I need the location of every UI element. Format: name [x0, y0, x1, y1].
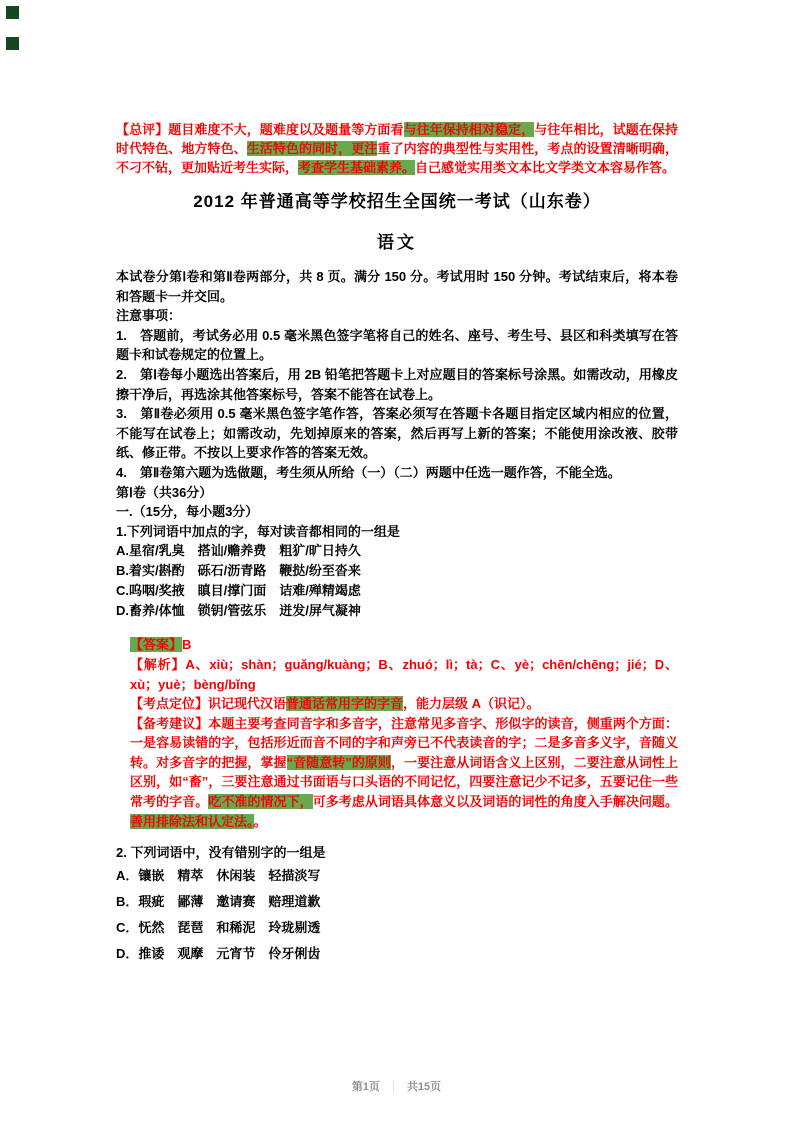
question2-stem: 2. 下列词语中，没有错别字的一组是 [116, 845, 326, 861]
question1-option-a: A.星宿/乳臭 搭讪/赡养费 粗犷/旷日持久 [116, 543, 361, 559]
intro-paragraph: 本试卷分第Ⅰ卷和第Ⅱ卷两部分，共 8 页。满分 150 分。考试用时 150 分钟。考试结束后，将本卷和答题卡一并交回。 [116, 269, 678, 304]
page-footer [0, 1078, 793, 1094]
question2-option-a: A．镶嵌 精萃 休闲装 轻描淡写 [116, 867, 321, 883]
exam-point-line: 【考点定位】识记现代汉语普通话常用字的字音，能力层级 A（识记）。 [130, 696, 540, 712]
footer-page-number: 第1页 [351, 1081, 380, 1093]
notice-heading: 注意事项： [116, 308, 182, 324]
corner-marker-icon [6, 37, 19, 50]
answer-line: 【答案】B [130, 637, 192, 653]
question1-option-c: C.呜咽/奖掖 瞋目/撑门面 诘难/殚精竭虑 [116, 583, 361, 599]
notice-item-1: 1. 答题前，考试务必用 0.5 毫米黑色签字笔将自己的姓名、座号、考生号、县区和科类填写在答题卡和试卷规定的位置上。 [116, 327, 678, 363]
section-volume1-heading: 第Ⅰ卷（共36分） [116, 484, 213, 500]
notice-item-3: 3. 第Ⅱ卷必须用 0.5 毫米黑色签字笔作答，答案必须写在答题卡各题目指定区域内相应的位置，不能写在试卷上；如需改动，先划掉原来的答案，然后再写上新的答案；不能使用涂改液、胶带纸、修正带。不按以上要求作答的答案无效。 [116, 406, 678, 461]
analysis-line: 【解析】A、xiù；shàn；guǎng/kuàng；B、zhuó；lì；tà；C、yè；chēn/chēng；jié；D、xù；yuè；bèng/bǐng [130, 656, 678, 692]
answer-analysis-block [130, 635, 678, 831]
question2-option-b: B．瑕疵 鄙薄 邀请赛 赔理道歉 [116, 893, 321, 909]
footer-total-pages: 共15页 [406, 1081, 442, 1093]
overall-review-comment: 【总评】题目难度不大，题难度以及题量等方面看与往年保持相对稳定，与往年相比，试题在保持时代特色、地方特色、生活特色的同时，更注重了内容的典型性与实用性，考点的设置清晰明确，不刁不钻，更加贴近考生实际，考查学生基础素养。自己感觉实用类文本比文学类文本容易作答。 [116, 122, 678, 175]
question1-stem: 1.下列词语中加点的字，每对读音都相同的一组是 [116, 523, 400, 539]
document-content [116, 120, 678, 967]
prep-advice-paragraph: 【备考建议】本题主要考查同音字和多音字，注意常见多音字、形似字的读音，侧重两个方面：一是容易读错的字，包括形近而音不同的字和声旁已不代表读音的字；二是多音多义字，音随义转。对多音字的把握，掌握“音随意转”的原则，一要注意从词语含义上区别，二要注意从词性上区别，如“畜”，三要注意通过书面语与口头语的不同记忆，四要注意记少不记多，五要记住一些常考的字音。吃不准的情况下，可多考虑从词语具体意义以及词语的词性的角度入手解决问题。善用排除法和认定法。。 [130, 715, 678, 829]
question1-option-b: B.着实/斟酌 砾石/沥青路 鞭挞/纷至沓来 [116, 563, 361, 579]
exam-title: 2012 年普通高等学校招生全国统一考试（山东卷） [193, 192, 601, 211]
subject-title: 语文 [377, 233, 417, 252]
question1-option-d: D.畜养/体恤 锁钥/管弦乐 迸发/屏气凝神 [116, 603, 361, 619]
question2-option-d: D．推诿 观摩 元宵节 伶牙俐齿 [116, 945, 321, 961]
footer-separator: ｜ [387, 1081, 399, 1093]
section-part1-heading: 一.（15分，每小题3分） [116, 504, 259, 520]
notice-item-2: 2. 第Ⅰ卷每小题选出答案后，用 2B 铅笔把答题卡上对应题目的答案标号涂黑。如需改动，用橡皮擦干净后，再选涂其他答案标号，答案不能答在试卷上。 [116, 366, 678, 402]
question2-option-c: C．怃然 琵琶 和稀泥 玲珑剔透 [116, 919, 321, 935]
notice-item-4: 4. 第Ⅱ卷第六题为选做题，考生须从所给（一）（二）两题中任选一题作答，不能全选。 [116, 464, 621, 480]
corner-marker-icon [6, 6, 19, 19]
